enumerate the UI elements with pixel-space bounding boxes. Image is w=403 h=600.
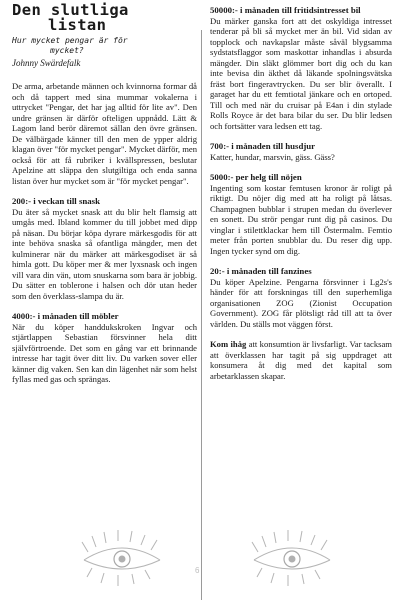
section-heading: 20:- i månaden till fanzines — [210, 266, 312, 276]
column-divider — [201, 30, 202, 600]
section-body: Ingenting som kostar femtusen kronor är roligt på riktigt. Du nöjer dig med att ha roligt på låtsas. Champagnen bubblar i strupen medan du överlever en sonett. Du strör pengar runt dig på casinos. Du vinglar i stilettklackar hem till Östermalm. Femtio meter från porten snubblar du. Du reser dig upp. Ingen tycker synd om dig. — [210, 182, 392, 256]
article-subtitle — [12, 36, 197, 56]
section-body: När du köper handdukskroken Ingvar och stjärtlappen Sebastian försvinner hela ditt självförtroende. Det som en gång var ett brinnande intresse har tagit över ditt liv. Du varken sover eller känner dig vaken. Sen kan din lägenhet när som helst fyllas med gas och sprängas. — [12, 321, 197, 384]
page-number: 6 — [195, 566, 200, 575]
section-body: Du äter så mycket snask att du blir helt flamsig att umgås med. Ibland kommer du till jobbet med dipp på näsan. Du börjar köpa dyrare märkesgodis för att inte behöva snaska så ofantliga mängder, men det kulminerar när du märker att märkesgodiset är så himla gott. Du köper mer & mer lyxsnask och ingen vill vara din vän, utom snuskarna som bara är jobbig. Du sätter en toblerone i halsen och dör utan heder som den överklass-slampa du är. — [12, 206, 197, 301]
section-kom-ihag — [210, 339, 392, 381]
section-heading: 200:- i veckan till snask — [12, 196, 100, 206]
section-bil — [210, 5, 392, 131]
subtitle-line-2: mycket? — [50, 46, 84, 55]
eye-drawing-icon — [248, 530, 336, 588]
section-nojen — [210, 172, 392, 256]
section-body: Du köper Apelzine. Pengarna försvinner i Lg2s's händer för att forskningas till den superhemliga organisationen ZOG (Zionist Occupation Government). ZOG får plötsligt råd till att ta över världen. Du ställs mot väggen först. — [210, 276, 392, 329]
author-byline: Johnny Swärdefalk — [12, 58, 81, 68]
section-heading: 700:- i månaden till husdjur — [210, 141, 316, 151]
section-mobler — [12, 311, 197, 385]
section-body — [210, 339, 392, 381]
section-body: Katter, hundar, marsvin, gäss. Gäss? — [210, 151, 335, 162]
title-line-1: Den slutliga — [12, 1, 129, 19]
section-heading: 5000:- per helg till nöjen — [210, 172, 302, 182]
lead-paragraph: De arma, arbetande männen och kvinnorna formar då och då tappert med sina mummar vokalerna i uttrycket "Pengar, det har jag alltid för lite av". Den undre gränsen är därför ofteligen uppnådd. Lätt & Lagom land berör däremot sällan den övre gränsen. De välbärgade känner till den men de ypper aldrig klagan över "för mycket pengar". Mycket därför, men också för att få rubriker i kvällspressen, beslutar Apelzine att släppa den slutgiltiga och enda sanna listan över hur mycket som är "för mycket pengar". — [12, 81, 197, 186]
left-column — [12, 0, 197, 385]
kom-ihag-label: Kom ihåg — [210, 339, 247, 349]
subtitle-line-1: Hur mycket pengar är för — [12, 36, 128, 45]
section-heading: 50000:- i månaden till fritidsintresset bil — [210, 5, 361, 15]
section-heading: 4000:- i månaden till möbler — [12, 311, 119, 321]
section-snask — [12, 196, 197, 301]
right-column — [210, 0, 392, 381]
article-title — [12, 0, 197, 33]
kom-ihag-text: att konsumtion är livsfarligt. Var tacksam att överklassen har tagit på sig uppdraget att konsumera åt dig med det kapital som arbetarklassen skapar. — [210, 339, 392, 381]
section-body: Du märker ganska fort att det oskyldiga intresset tenderar på bli så mycket mer än bil. Vid sidan av topplock och navkapslar måste såväl blygsamma sydstatsflaggor som maskottar inhandlas i absurda mängder. Din släkt glömmer bort dig och du kan inte bevisa din äkthet då läkande spolningsvätska fräst bort fingeravtrycken. Du ser blir överallt. I garaget har du ett femtiotal jänkare och en ortoped. Till och med när du cruisar på E4an i din stylade Rolls Royce är det bara bilar du ser. Du blir ledsen och fortsätter vara ledsen ett tag. — [210, 15, 392, 131]
eye-drawing-icon — [78, 530, 166, 588]
title-line-2: listan — [48, 16, 107, 34]
section-fanzines — [210, 266, 392, 329]
section-husdjur — [210, 141, 392, 162]
